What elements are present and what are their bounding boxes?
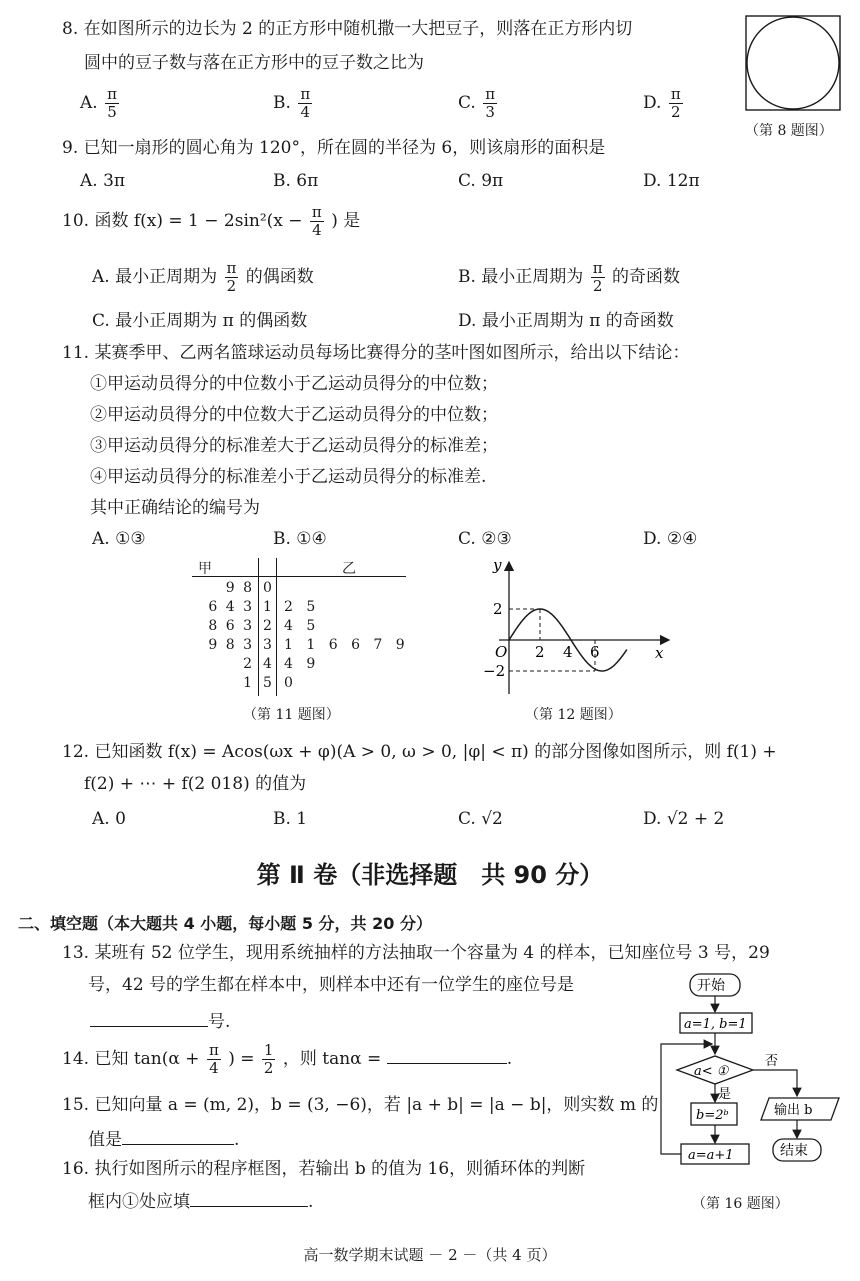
- q9-option-a[interactable]: A. 3π: [80, 171, 126, 191]
- part2-title: 第 Ⅱ 卷（非选择题 共 90 分）: [256, 861, 604, 889]
- stem-leaf-left-leaves: 2: [243, 656, 252, 672]
- flow-increment-label: a=a+1: [688, 1148, 734, 1163]
- q11-option-a[interactable]: A. ①③: [92, 529, 146, 549]
- stem-leaf-left-leaves: 1: [243, 675, 252, 691]
- origin-label: O: [495, 643, 508, 661]
- x-tick-2: 2: [535, 643, 545, 661]
- stem-leaf-header-divider: [192, 576, 406, 577]
- stem-leaf-divider-left: [258, 558, 259, 696]
- q8-square-circle-figure: [745, 14, 843, 114]
- stem-leaf-stem: 1: [263, 599, 272, 615]
- q14-answer-blank[interactable]: [387, 1045, 507, 1064]
- y-tick-neg2: −2: [483, 662, 506, 680]
- flow-init-label: a=1, b=1: [684, 1017, 747, 1032]
- q8-stem-line2: 圆中的豆子数与落在正方形中的豆子数之比为: [84, 53, 424, 73]
- q16-stem-line2: 框内①处应填 .: [88, 1188, 313, 1213]
- q11-conclusion-3: ③甲运动员得分的标准差大于乙运动员得分的标准差；: [90, 436, 498, 456]
- stem-leaf-plot: [192, 556, 408, 698]
- q9-option-d[interactable]: D. 12π: [643, 171, 700, 191]
- q10-option-d[interactable]: D. 最小正周期为 π 的奇函数: [458, 311, 674, 331]
- q13-answer-line: 号.: [90, 1008, 230, 1033]
- stem-leaf-stem: 5: [263, 675, 272, 691]
- q8-stem-line1: 8. 在如图所示的边长为 2 的正方形中随机撒一大把豆子，则落在正方形内切: [62, 19, 633, 39]
- q12-option-a[interactable]: A. 0: [92, 809, 126, 829]
- q11-question: 其中正确结论的编号为: [90, 498, 260, 518]
- stem-leaf-stem: 0: [263, 580, 272, 596]
- x-tick-4: 4: [563, 643, 573, 661]
- q10-stem: 10. 函数 f(x) = 1 − 2sin²(x − $\frac{\pi}{4}$ ) 是: [62, 203, 361, 239]
- x-tick-6: 6: [590, 643, 600, 661]
- stem-leaf-left-header: 甲: [198, 561, 212, 577]
- q10-option-c[interactable]: C. 最小正周期为 π 的偶函数: [92, 311, 308, 331]
- stem-leaf-right-header: 乙: [342, 561, 356, 577]
- stem-leaf-left-leaves: 8 6 3: [208, 618, 252, 634]
- q9-option-b[interactable]: B. 6π: [273, 171, 319, 191]
- q8-option-d[interactable]: D. $\frac{\pi}{2}$: [643, 85, 681, 121]
- stem-leaf-stem: 3: [263, 637, 272, 653]
- stem-leaf-right-leaves: 4 9: [284, 656, 316, 672]
- flow-condition-label: a< ①: [694, 1064, 729, 1079]
- x-axis-label: x: [655, 644, 664, 662]
- q11-figure-caption: （第 11 题图）: [243, 707, 340, 723]
- q12-option-d[interactable]: D. √2 + 2: [643, 809, 725, 829]
- q16-figure-caption: （第 16 题图）: [692, 1196, 789, 1212]
- q11-conclusion-4: ④甲运动员得分的标准差小于乙运动员得分的标准差.: [90, 467, 487, 487]
- q8-figure-caption: （第 8 题图）: [745, 123, 833, 139]
- q14-stem: 14. 已知 tan(α + $\frac{\pi}{4}$ ) = $\frac{1}{2}$ ，则 tanα = .: [62, 1041, 513, 1077]
- q12-stem-line1: 12. 已知函数 f(x) = Acos(ωx + φ)(A > 0, ω > 0, |φ| < π) 的部分图像如图所示，则 f(1) +: [62, 742, 777, 762]
- page-footer: 高一数学期末试题 － 2 －（共 4 页）: [303, 1246, 557, 1264]
- flow-output-label: 输出 b: [774, 1103, 813, 1118]
- q12-option-b[interactable]: B. 1: [273, 809, 308, 829]
- q12-figure-caption: （第 12 题图）: [525, 707, 622, 723]
- q8-option-a[interactable]: A. $\frac{\pi}{5}$: [80, 85, 117, 121]
- q11-conclusion-2: ②甲运动员得分的中位数大于乙运动员得分的中位数；: [90, 405, 498, 425]
- q13-stem-line2: 号，42 号的学生都在样本中，则样本中还有一位学生的座位号是: [88, 975, 575, 995]
- q16-flowchart: [655, 968, 850, 1184]
- flow-start-label: 开始: [697, 978, 725, 994]
- stem-leaf-left-leaves: 9 8 3: [208, 637, 252, 653]
- q15-stem-line1: 15. 已知向量 a = (m, 2)，b = (3, −6)，若 |a + b| = |a − b|，则实数 m 的: [62, 1095, 659, 1115]
- q10-option-a[interactable]: A. 最小正周期为 $\frac{\pi}{2}$ 的偶函数: [92, 259, 314, 295]
- q8-option-b[interactable]: B. $\frac{\pi}{4}$: [273, 85, 311, 121]
- q13-stem-line1: 13. 某班有 52 位学生，现用系统抽样的方法抽取一个容量为 4 的样本，已知座位号 3 号，29: [62, 943, 770, 963]
- flow-no-label: 否: [765, 1054, 779, 1069]
- q16-stem-line1: 16. 执行如图所示的程序框图，若输出 b 的值为 16，则循环体的判断: [62, 1159, 586, 1179]
- q13-answer-blank[interactable]: [90, 1008, 208, 1027]
- stem-leaf-right-leaves: 0: [284, 675, 293, 691]
- q11-option-b[interactable]: B. ①④: [273, 529, 327, 549]
- y-axis-label: y: [493, 556, 502, 574]
- q11-conclusion-1: ①甲运动员得分的中位数小于乙运动员得分的中位数；: [90, 374, 498, 394]
- stem-leaf-left-leaves: 6 4 3: [208, 599, 252, 615]
- q12-option-c[interactable]: C. √2: [458, 809, 503, 829]
- q9-option-c[interactable]: C. 9π: [458, 171, 504, 191]
- q10-option-b[interactable]: B. 最小正周期为 $\frac{\pi}{2}$ 的奇函数: [458, 259, 680, 295]
- stem-leaf-divider-right: [276, 558, 277, 696]
- flow-end-label: 结束: [780, 1143, 808, 1159]
- q15-stem-line2: 值是 .: [88, 1126, 239, 1151]
- stem-leaf-right-leaves: 2 5: [284, 599, 316, 615]
- stem-leaf-stem: 4: [263, 656, 272, 672]
- fill-in-section-header: 二、填空题（本大题共 4 小题，每小题 5 分，共 20 分）: [18, 914, 432, 933]
- stem-leaf-right-leaves: 1 1 6 6 7 9: [284, 637, 405, 653]
- q11-option-c[interactable]: C. ②③: [458, 529, 512, 549]
- flow-assign-label: b=2ᵇ: [696, 1108, 729, 1123]
- q11-stem: 11. 某赛季甲、乙两名篮球运动员每场比赛得分的茎叶图如图所示，给出以下结论：: [62, 343, 690, 363]
- y-tick-2: 2: [493, 600, 503, 618]
- q12-function-graph: [475, 556, 675, 700]
- q12-stem-line2: f(2) + ⋯ + f(2 018) 的值为: [84, 774, 307, 794]
- stem-leaf-left-leaves: 9 8: [225, 580, 252, 596]
- stem-leaf-right-leaves: 4 5: [284, 618, 316, 634]
- q15-answer-blank[interactable]: [122, 1126, 234, 1145]
- stem-leaf-stem: 2: [263, 618, 272, 634]
- q8-option-c[interactable]: C. $\frac{\pi}{3}$: [458, 85, 496, 121]
- q9-stem: 9. 已知一扇形的圆心角为 120°，所在圆的半径为 6，则该扇形的面积是: [62, 138, 606, 158]
- q11-option-d[interactable]: D. ②④: [643, 529, 698, 549]
- flow-yes-label: 是: [718, 1087, 732, 1102]
- q16-answer-blank[interactable]: [190, 1188, 308, 1207]
